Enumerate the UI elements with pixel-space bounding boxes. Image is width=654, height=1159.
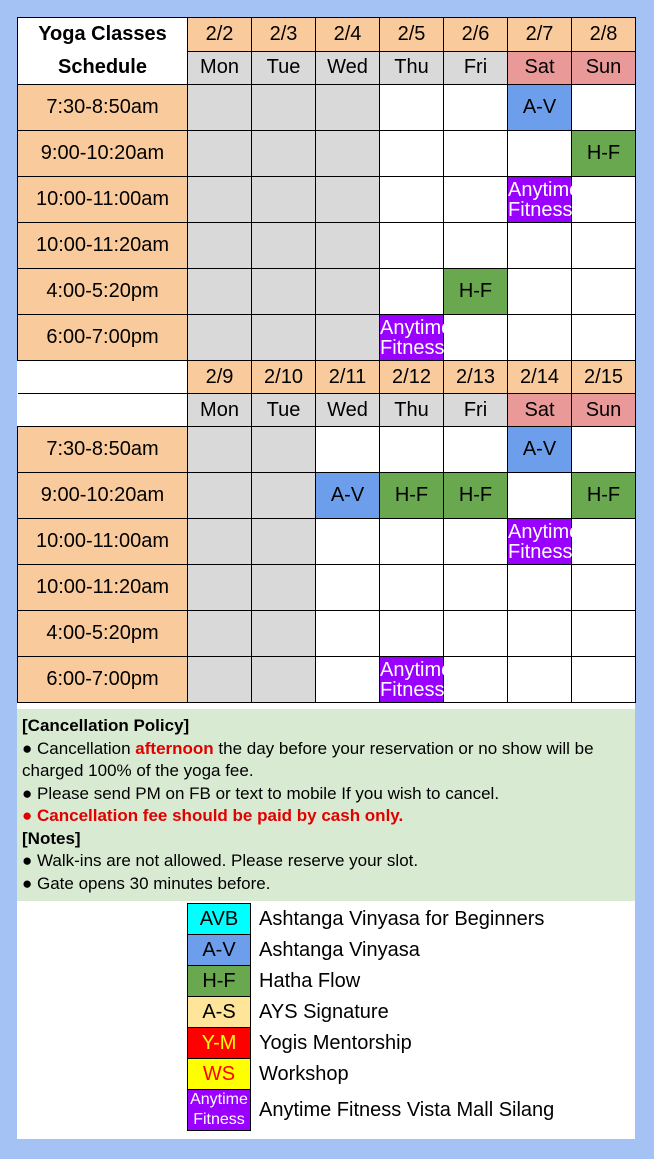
empty-cell — [572, 519, 636, 565]
date-cell: 2/9 — [188, 361, 252, 394]
day-cell: Thu — [380, 51, 444, 85]
unavailable-cell — [252, 85, 316, 131]
empty-cell — [316, 657, 380, 703]
date-row — [18, 361, 636, 394]
class-cell-anytime-fitness — [380, 657, 453, 703]
time-slot-label: 4:00-5:20pm — [18, 269, 188, 315]
day-cell: Sun — [572, 51, 636, 85]
class-cell-hatha-flow: H-F — [380, 473, 444, 519]
empty-cell — [444, 611, 508, 657]
unavailable-cell — [316, 315, 380, 361]
class-cell-anytime-fitness — [508, 177, 581, 223]
empty-cell — [572, 177, 636, 223]
empty-cell — [380, 427, 444, 473]
legend-row — [188, 1059, 555, 1090]
date-cell: 2/15 — [572, 361, 636, 394]
unavailable-cell — [252, 315, 316, 361]
unavailable-cell — [188, 611, 252, 657]
legend-code: Anytime Fitness — [188, 1090, 251, 1131]
class-cell-hatha-flow: H-F — [444, 473, 508, 519]
unavailable-cell — [252, 565, 316, 611]
time-slot-label: 10:00-11:00am — [18, 519, 188, 565]
unavailable-cell — [316, 177, 380, 223]
empty-cell — [380, 131, 444, 177]
af-line-2: Fitness — [380, 678, 445, 701]
day-cell: Thu — [380, 394, 444, 427]
empty-cell — [316, 427, 380, 473]
bullet: ● — [22, 873, 33, 893]
day-cell: Fri — [444, 51, 508, 85]
time-slot-label: 9:00-10:20am — [18, 473, 188, 519]
empty-cell — [572, 269, 636, 315]
time-slot-row — [18, 473, 636, 519]
empty-cell — [380, 223, 444, 269]
day-cell: Tue — [252, 394, 316, 427]
day-cell: Mon — [188, 51, 252, 85]
date-cell: 2/7 — [508, 18, 572, 52]
empty-cell — [572, 223, 636, 269]
legend-row — [188, 935, 555, 966]
notes-heading: [Notes] — [22, 828, 81, 848]
legend-desc: Ashtanga Vinyasa for Beginners — [259, 907, 545, 930]
bullet: ● — [22, 738, 33, 758]
af-line-1: Anytime — [508, 520, 581, 543]
empty-cell — [444, 177, 508, 223]
empty-cell — [572, 427, 636, 473]
empty-cell — [508, 657, 572, 703]
empty-cell — [508, 131, 572, 177]
empty-cell — [572, 657, 636, 703]
unavailable-cell — [316, 269, 380, 315]
class-cell-ashtanga-vinyasa: A-V — [508, 85, 572, 131]
time-slot-row — [18, 315, 636, 361]
empty-cell — [444, 565, 508, 611]
unavailable-cell — [188, 315, 252, 361]
legend-desc: Hatha Flow — [259, 969, 361, 992]
class-cell-ashtanga-vinyasa: A-V — [508, 427, 572, 473]
unavailable-cell — [188, 85, 252, 131]
legend-code: WS — [188, 1059, 251, 1090]
day-cell: Wed — [316, 394, 380, 427]
legend-row — [188, 1090, 555, 1131]
unavailable-cell — [188, 565, 252, 611]
af-line-1: Anytime — [380, 316, 453, 339]
unavailable-cell — [188, 223, 252, 269]
legend-desc: Ashtanga Vinyasa — [259, 938, 420, 961]
policy-item-2: ● Please send PM on FB or text to mobile If you wish to cancel. — [22, 783, 500, 803]
time-slot-row — [18, 427, 636, 473]
empty-cell — [380, 85, 444, 131]
unavailable-cell — [252, 519, 316, 565]
time-slot-label: 4:00-5:20pm — [18, 611, 188, 657]
legend-row — [188, 997, 555, 1028]
class-cell-hatha-flow: H-F — [572, 131, 636, 177]
legend-code: A-S — [188, 997, 251, 1028]
legend-desc: AYS Signature — [259, 1000, 389, 1023]
time-slot-label: 6:00-7:00pm — [18, 657, 188, 703]
time-slot-label: 10:00-11:20am — [18, 565, 188, 611]
empty-cell — [444, 85, 508, 131]
time-slot-row — [18, 85, 636, 131]
week-spacer — [18, 394, 188, 427]
legend-row — [188, 966, 555, 997]
empty-cell — [572, 85, 636, 131]
legend-row — [188, 904, 555, 935]
empty-cell — [508, 473, 572, 519]
policy-panel — [17, 709, 635, 901]
unavailable-cell — [316, 85, 380, 131]
legend-code: AVB — [188, 904, 251, 935]
empty-cell — [380, 269, 444, 315]
date-cell: 2/12 — [380, 361, 444, 394]
empty-cell — [380, 611, 444, 657]
highlight-afternoon: afternoon — [135, 738, 214, 758]
unavailable-cell — [188, 131, 252, 177]
empty-cell — [508, 315, 572, 361]
policy-heading: [Cancellation Policy] — [22, 716, 190, 735]
date-row — [18, 18, 636, 52]
date-cell: 2/14 — [508, 361, 572, 394]
unavailable-cell — [188, 657, 252, 703]
empty-cell — [444, 427, 508, 473]
date-cell: 2/2 — [188, 18, 252, 52]
empty-cell — [316, 565, 380, 611]
af-line-2: Fitness — [508, 540, 573, 563]
time-slot-row — [18, 519, 636, 565]
af-line-2: Fitness — [508, 198, 573, 221]
bullet: ● — [22, 783, 33, 803]
empty-cell — [444, 315, 508, 361]
empty-cell — [444, 657, 508, 703]
time-slot-row — [18, 565, 636, 611]
af-line-2: Fitness — [380, 336, 445, 359]
day-cell: Tue — [252, 51, 316, 85]
title-line-2: Schedule — [18, 51, 188, 85]
day-cell: Mon — [188, 394, 252, 427]
legend-code: H-F — [188, 966, 251, 997]
unavailable-cell — [316, 131, 380, 177]
schedule-sheet — [17, 17, 635, 1139]
legend-row — [188, 1028, 555, 1059]
empty-cell — [444, 131, 508, 177]
note-item-1: ● Walk-ins are not allowed. Please reserve your slot. — [22, 851, 419, 870]
time-slot-row — [18, 269, 636, 315]
bullet: ● — [22, 806, 33, 825]
legend-code: A-V — [188, 935, 251, 966]
policy-item-3: ● Cancellation fee should be paid by cash only. — [22, 806, 404, 825]
class-cell-anytime-fitness — [508, 519, 581, 565]
class-cell-hatha-flow: H-F — [572, 473, 636, 519]
empty-cell — [572, 315, 636, 361]
week-spacer — [18, 361, 188, 394]
day-row — [18, 51, 636, 85]
time-slot-row — [18, 131, 636, 177]
unavailable-cell — [252, 131, 316, 177]
empty-cell — [316, 611, 380, 657]
day-cell: Wed — [316, 51, 380, 85]
unavailable-cell — [188, 473, 252, 519]
empty-cell — [508, 223, 572, 269]
date-cell: 2/10 — [252, 361, 316, 394]
af-line-1: Anytime — [508, 178, 581, 201]
legend-table — [187, 903, 555, 1131]
bullet: ● — [22, 851, 33, 870]
time-slot-label: 9:00-10:20am — [18, 131, 188, 177]
title-line-1: Yoga Classes — [18, 18, 188, 52]
unavailable-cell — [252, 657, 316, 703]
empty-cell — [508, 565, 572, 611]
date-cell: 2/13 — [444, 361, 508, 394]
time-slot-row — [18, 177, 636, 223]
day-cell: Sat — [508, 394, 572, 427]
day-cell: Fri — [444, 394, 508, 427]
unavailable-cell — [188, 427, 252, 473]
empty-cell — [572, 565, 636, 611]
time-slot-label: 10:00-11:20am — [18, 223, 188, 269]
time-slot-row — [18, 223, 636, 269]
empty-cell — [444, 223, 508, 269]
time-slot-row — [18, 611, 636, 657]
time-slot-label: 7:30-8:50am — [18, 427, 188, 473]
date-cell: 2/8 — [572, 18, 636, 52]
unavailable-cell — [188, 519, 252, 565]
date-cell: 2/11 — [316, 361, 380, 394]
unavailable-cell — [252, 269, 316, 315]
date-cell: 2/6 — [444, 18, 508, 52]
date-cell: 2/5 — [380, 18, 444, 52]
day-cell: Sat — [508, 51, 572, 85]
unavailable-cell — [188, 269, 252, 315]
unavailable-cell — [188, 177, 252, 223]
empty-cell — [380, 565, 444, 611]
class-cell-hatha-flow: H-F — [444, 269, 508, 315]
empty-cell — [508, 269, 572, 315]
date-cell: 2/4 — [316, 18, 380, 52]
empty-cell — [572, 611, 636, 657]
legend-desc: Yogis Mentorship — [259, 1031, 412, 1054]
unavailable-cell — [252, 611, 316, 657]
empty-cell — [380, 177, 444, 223]
day-row — [18, 394, 636, 427]
time-slot-label: 7:30-8:50am — [18, 85, 188, 131]
class-cell-ashtanga-vinyasa: A-V — [316, 473, 380, 519]
unavailable-cell — [316, 223, 380, 269]
time-slot-label: 10:00-11:00am — [18, 177, 188, 223]
legend-desc: Anytime Fitness Vista Mall Silang — [259, 1098, 555, 1121]
note-item-2: ● Gate opens 30 minutes before. — [22, 873, 271, 893]
unavailable-cell — [252, 473, 316, 519]
time-slot-row — [18, 657, 636, 703]
date-cell: 2/3 — [252, 18, 316, 52]
time-slot-label: 6:00-7:00pm — [18, 315, 188, 361]
empty-cell — [508, 611, 572, 657]
unavailable-cell — [252, 223, 316, 269]
day-cell: Sun — [572, 394, 636, 427]
empty-cell — [316, 519, 380, 565]
class-cell-anytime-fitness — [380, 315, 453, 361]
unavailable-cell — [252, 427, 316, 473]
schedule-table — [17, 17, 636, 703]
empty-cell — [380, 519, 444, 565]
legend-desc: Workshop — [259, 1062, 349, 1085]
legend-code: Y-M — [188, 1028, 251, 1059]
unavailable-cell — [252, 177, 316, 223]
empty-cell — [444, 519, 508, 565]
af-line-1: Anytime — [380, 658, 453, 681]
policy-item-1: ● Cancellation afternoon the day before your reservation or no show will be charged 100% of the yoga fee. — [22, 738, 594, 780]
